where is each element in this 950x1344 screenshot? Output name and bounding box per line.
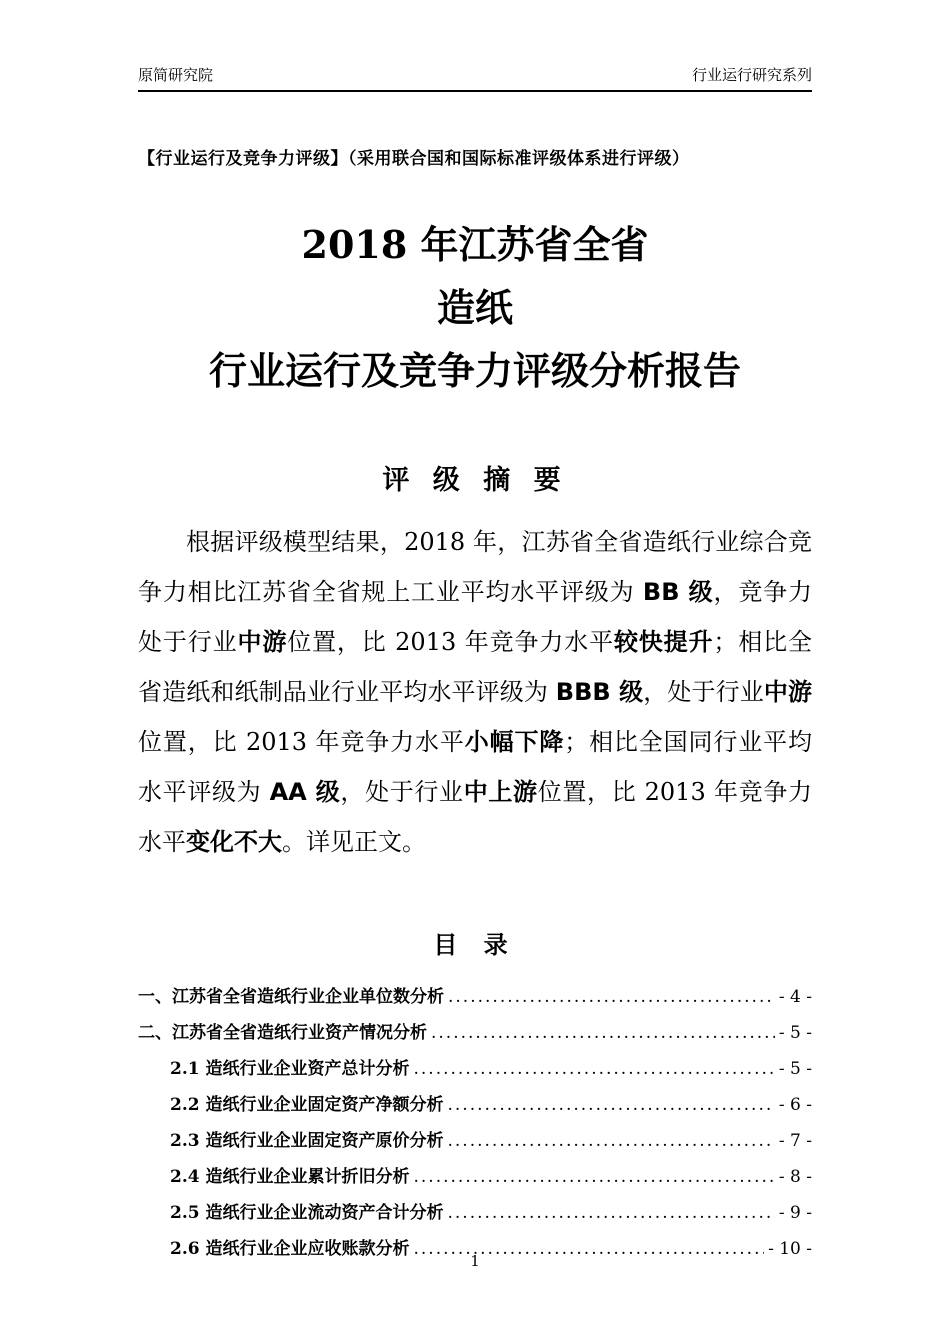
summary-emphasis: 小幅下降 — [464, 728, 565, 756]
toc-entry-2-1[interactable] — [138, 1054, 812, 1090]
toc-heading: 目 录 — [433, 931, 517, 959]
summary-emphasis: 较快提升 — [613, 628, 714, 656]
toc-dot-leader — [431, 1023, 775, 1043]
toc-page-number: - 5 - — [778, 1023, 812, 1043]
toc-entry-chapter1[interactable] — [138, 982, 812, 1018]
report-title-line1: 2018 年江苏省全省 — [301, 222, 649, 267]
summary-text-segment: ，竞争力处于行业 — [138, 578, 812, 656]
report-title — [138, 213, 812, 402]
summary-text-segment: 位置，比 2013 年竞争力水平 — [138, 778, 812, 856]
toc-entry-label: 二、江苏省全省造纸行业资产情况分析 — [138, 1023, 427, 1043]
toc-entry-2-4[interactable] — [138, 1162, 812, 1198]
toc-entry-label: 2.4 造纸行业企业累计折旧分析 — [170, 1167, 410, 1187]
table-of-contents — [138, 982, 812, 1270]
toc-entry-label: 2.2 造纸行业企业固定资产净额分析 — [170, 1095, 444, 1115]
summary-emphasis: 中游 — [237, 628, 288, 656]
summary-emphasis: 变化不大 — [186, 828, 282, 856]
toc-entry-label: 2.5 造纸行业企业流动资产合计分析 — [170, 1203, 444, 1223]
toc-entry-label: 2.3 造纸行业企业固定资产原价分析 — [170, 1131, 444, 1151]
toc-page-number: - 4 - — [778, 987, 812, 1007]
toc-entry-label: 2.6 造纸行业企业应收账款分析 — [170, 1239, 410, 1259]
summary-heading: 评 级 摘 要 — [382, 465, 568, 496]
toc-page-number: - 10 - — [768, 1239, 812, 1259]
header-right-text: 行业运行研究系列 — [691, 66, 812, 84]
tagline-bracket-text: 【行业运行及竞争力评级】 — [138, 149, 348, 169]
tagline-paren-text: （采用联合国和国际标准评级体系进行评级） — [348, 149, 690, 169]
report-title-line3: 行业运行及竞争力评级分析报告 — [208, 348, 741, 393]
summary-emphasis: 中游 — [763, 678, 813, 706]
toc-page-number: - 8 - — [778, 1167, 812, 1187]
summary-emphasis: 中上游 — [463, 778, 538, 806]
report-title-line2: 造纸 — [436, 285, 513, 330]
toc-page-number: - 9 - — [778, 1203, 812, 1223]
summary-text-segment: ；相比全国同行业平均水平评级为 — [138, 728, 812, 806]
toc-dot-leader — [448, 1095, 775, 1115]
toc-page-number: - 7 - — [778, 1131, 812, 1151]
rating-tagline — [138, 144, 812, 169]
page-header — [138, 0, 812, 92]
toc-entry-2-2[interactable] — [138, 1090, 812, 1126]
summary-text-segment: 位置，比 2013 年竞争力水平 — [287, 628, 614, 656]
toc-entry-chapter2[interactable] — [138, 1018, 812, 1054]
toc-page-number: - 6 - — [778, 1095, 812, 1115]
toc-entry-label: 2.1 造纸行业企业资产总计分析 — [170, 1059, 410, 1079]
summary-emphasis: BBB 级 — [555, 678, 644, 706]
footer-page-number: 1 — [470, 1252, 480, 1270]
toc-entry-2-5[interactable] — [138, 1198, 812, 1234]
summary-text-segment: ，处于行业 — [340, 778, 464, 806]
summary-text-segment: ；相比全省造纸和纸制品业行业平均水平评级为 — [138, 628, 813, 706]
header-left-text: 原简研究院 — [138, 66, 214, 84]
summary-text-segment: ，处于行业 — [643, 678, 764, 706]
summary-text-segment: 。详见正文。 — [282, 828, 426, 856]
summary-text-segment: 根据评级模型结果，2018 年，江苏省全省造纸行业综合竞争力相比江苏省全省规上工业平均水平评级为 — [138, 528, 812, 606]
toc-entry-2-3[interactable] — [138, 1126, 812, 1162]
toc-dot-leader — [448, 1203, 775, 1223]
toc-dot-leader — [414, 1167, 775, 1187]
toc-entry-label: 一、江苏省全省造纸行业企业单位数分析 — [138, 987, 444, 1007]
toc-page-number: - 5 - — [778, 1059, 812, 1079]
toc-dot-leader — [448, 1131, 775, 1151]
toc-dot-leader — [414, 1059, 775, 1079]
summary-paragraph — [138, 517, 812, 867]
toc-dot-leader — [448, 987, 775, 1007]
summary-emphasis: AA 级 — [269, 778, 341, 806]
summary-text-segment: 位置，比 2013 年竞争力水平 — [138, 728, 465, 756]
summary-emphasis: BB 级 — [642, 578, 714, 606]
